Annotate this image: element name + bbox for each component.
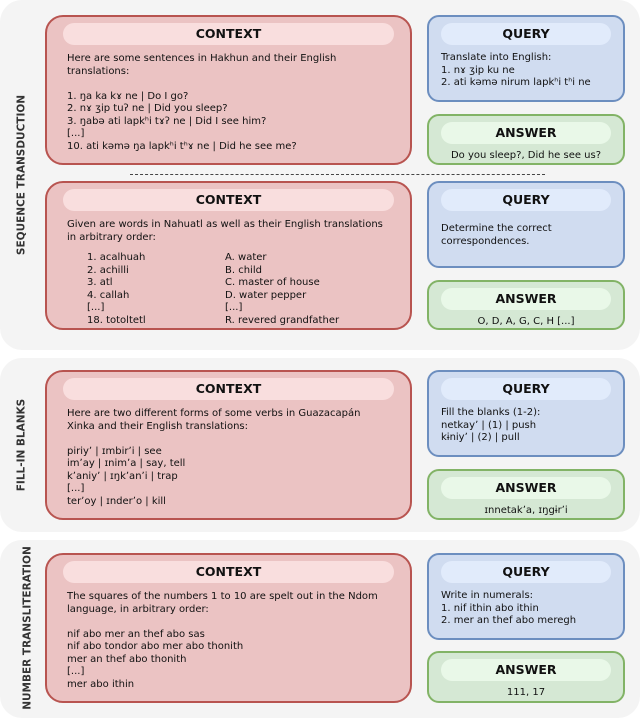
- answer-text: ɪnnetakʼa, ɪŋgɨrʼi: [484, 505, 568, 516]
- context-box: [45, 553, 412, 703]
- context-text: Here are some sentences in Hakhun and their English translations: 1. ŋa ka kɤ ne | Do I go? 2. nɤ ʒip tuʔ ne | Did you sleep? 3. ŋabə ati lapkʰi tɤʔ ne | Did I see him? [...] 10. ati kəmə ŋa lapkʰi tʰɤ ne | Did he see me?: [67, 53, 337, 152]
- answer-header: ANSWER: [441, 122, 611, 144]
- context-box: [45, 15, 412, 165]
- answer-header: ANSWER: [441, 288, 611, 310]
- query-text: Determine the correct correspondences.: [441, 223, 552, 247]
- context-text: The squares of the numbers 1 to 10 are spelt out in the Ndom language, in arbitrary order: nif abo mer an thef abo sas nif abo tondor abo mer abo thonith mer an thef abo thonith [...] mer abo ithin: [67, 591, 378, 690]
- word-list: 1. acalhuah 2. achilli 3. atl 4. callah [...] 18. totoltetl: [87, 252, 146, 326]
- context-header: CONTEXT: [63, 561, 394, 583]
- translation-list: A. water B. child C. master of house D. water pepper [...] R. revered grandfather: [225, 252, 340, 326]
- context-box: [45, 370, 412, 520]
- context-text: Given are words in Nahuatl as well as their English translations in arbitrary order:: [67, 219, 383, 243]
- context-header: CONTEXT: [63, 189, 394, 211]
- section-label: SEQUENCE TRANSDUCTION: [15, 94, 28, 256]
- query-box: [427, 370, 625, 457]
- answer-text: Do you sleep?, Did he see us?: [450, 150, 602, 161]
- answer-header: ANSWER: [441, 659, 611, 681]
- context-header: CONTEXT: [63, 378, 394, 400]
- context-header: CONTEXT: [63, 23, 394, 45]
- context-box: [45, 181, 412, 330]
- section-label: FILL-IN BLANKS: [15, 398, 28, 492]
- query-header: QUERY: [441, 561, 611, 583]
- answer-header: ANSWER: [441, 477, 611, 499]
- query-box: [427, 181, 625, 268]
- query-text: Translate into English: 1. nɤ ʒip ku ne 2. ati kəmə nirum lapkʰi tʰi ne: [441, 52, 591, 88]
- query-box: [427, 15, 625, 102]
- context-text: Here are two different forms of some verbs in Guazacapán Xinka and their English translations: piriyʼ | ɪmbirʼi | see imʼay | ɪnimʼa | say, tell kʼaniyʼ | ɪŋkʼanʼi | trap [...] terʼoy | ɪnderʼo | kill: [67, 408, 361, 507]
- answer-box: [427, 651, 625, 703]
- answer-box: [427, 114, 625, 165]
- query-header: QUERY: [441, 189, 611, 211]
- query-text: Write in numerals: 1. nif ithin abo ithin 2. mer an thef abo meregh: [441, 590, 577, 626]
- answer-text: 111, 17: [506, 687, 546, 698]
- answer-box: [427, 280, 625, 330]
- query-header: QUERY: [441, 23, 611, 45]
- query-box: [427, 553, 625, 640]
- answer-text: O, D, A, G, C, H [...]: [477, 316, 575, 327]
- section-label: NUMBER TRANSLITERATION: [21, 546, 34, 710]
- query-header: QUERY: [441, 378, 611, 400]
- query-text: Fill the blanks (1-2): netkayʼ | (1) | push kɨniyʼ | (2) | pull: [441, 407, 541, 443]
- divider: [130, 174, 545, 175]
- answer-box: [427, 469, 625, 520]
